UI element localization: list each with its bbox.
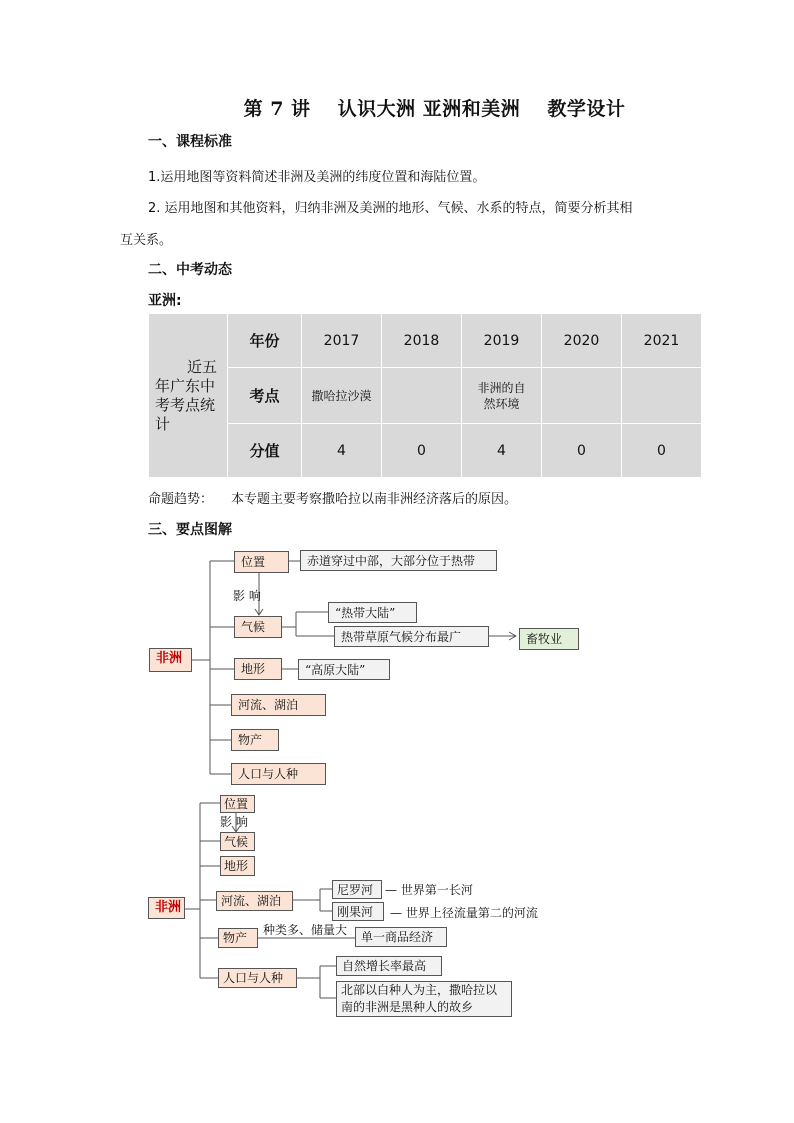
d1-position-box: 位置 [234, 551, 289, 573]
d2-nile-box: 尼罗河 [332, 880, 382, 899]
year-cell: 2019 [462, 314, 542, 368]
d1-climate-savanna: 热带草原气候分布最广 [334, 626, 489, 647]
d1-population-box: 人口与人种 [231, 763, 326, 785]
d2-population-box: 人口与人种 [218, 968, 297, 988]
lecture-topic: 认识大洲 亚洲和美洲 [337, 98, 521, 120]
trend-text: 本专题主要考察撒哈拉以南非洲经济落后的原因。 [231, 492, 518, 507]
d1-animal-husbandry: 畜牧业 [519, 628, 579, 650]
point-cell: 撒哈拉沙漠 [302, 368, 382, 424]
asia-label: 亚洲: [148, 293, 182, 309]
d2-products-desc: 种类多、储量大 [263, 923, 348, 937]
d1-position-desc: 赤道穿过中部，大部分位于热带 [300, 550, 497, 571]
table-side-label: 近五 年广东中 考考点统 计 [149, 314, 228, 478]
d1-root-africa: 非洲 [149, 648, 192, 672]
d2-single-economy: 单一商品经济 [355, 927, 447, 947]
d2-position-box: 位置 [220, 795, 255, 813]
year-cell: 2018 [382, 314, 462, 368]
section-heading-2: 二、中考动态 [148, 262, 232, 278]
year-cell: 2021 [622, 314, 702, 368]
d1-products-box: 物产 [231, 729, 279, 751]
d2-influence-label: 影 响 [220, 815, 248, 829]
d1-influence-label: 影 响 [233, 589, 261, 603]
d2-products-box: 物产 [218, 928, 258, 948]
score-cell: 4 [302, 424, 382, 478]
score-cell: 0 [622, 424, 702, 478]
d1-terrain-desc: “高原大陆” [298, 659, 390, 680]
d2-congo-box: 刚果河 [332, 902, 384, 921]
d2-root-africa: 非洲 [148, 897, 185, 919]
score-cell: 0 [382, 424, 462, 478]
score-cell: 0 [542, 424, 622, 478]
d2-growth-rate: 自然增长率最高 [336, 956, 442, 976]
standard-2-cont: 互关系。 [120, 233, 173, 248]
year-header: 年份 [228, 314, 302, 368]
trend-label: 命题趋势： [148, 492, 214, 507]
point-header: 考点 [228, 368, 302, 424]
standard-1: 1.运用地图等资料简述非洲及美洲的纬度位置和海陆位置。 [148, 170, 486, 185]
standard-2: 2. 运用地图和其他资料，归纳非洲及美洲的地形、气候、水系的特点，简要分析其相 [148, 201, 633, 216]
lecture-number: 第 7 讲 [243, 98, 311, 120]
section-heading-3: 三、要点图解 [148, 522, 232, 538]
year-cell: 2017 [302, 314, 382, 368]
d2-congo-desc: — 世界上径流量第二的河流 [390, 906, 538, 920]
d1-climate-tropical: “热带大陆” [328, 602, 417, 623]
d1-rivers-box: 河流、湖泊 [231, 694, 326, 716]
d1-climate-box: 气候 [234, 616, 282, 638]
point-cell: 非洲的自然环境 [462, 368, 542, 424]
year-cell: 2020 [542, 314, 622, 368]
d2-climate-box: 气候 [220, 832, 255, 851]
d2-terrain-box: 地形 [220, 856, 255, 876]
d2-nile-desc: — 世界第一长河 [385, 883, 473, 897]
score-cell: 4 [462, 424, 542, 478]
d1-terrain-box: 地形 [234, 658, 282, 680]
d2-rivers-box: 河流、湖泊 [216, 891, 293, 911]
lecture-suffix: 教学设计 [547, 98, 626, 120]
score-header: 分值 [228, 424, 302, 478]
d2-race-distribution: 北部以白种人为主，撒哈拉以 南的非洲是黑种人的故乡 [336, 981, 512, 1017]
section-heading-1: 一、课程标准 [148, 134, 232, 150]
